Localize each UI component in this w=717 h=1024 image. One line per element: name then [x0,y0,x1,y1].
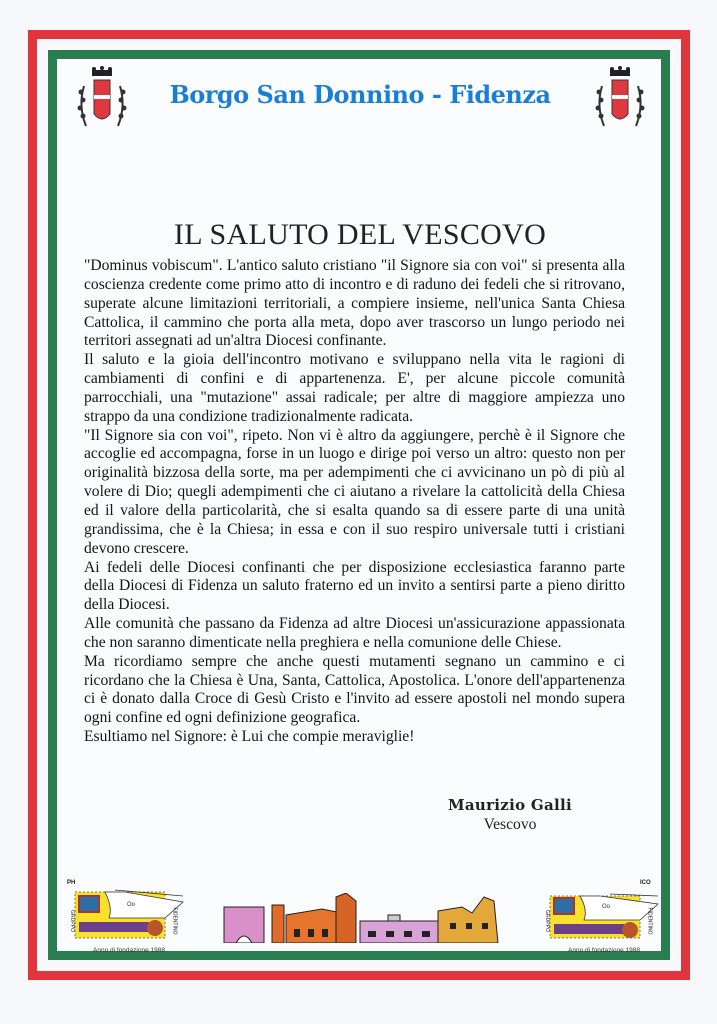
stamp-caption: Anno di fondazione 1988 [93,947,165,954]
postage-stamp-left [65,878,193,958]
stamp-side-label: GRUPPO [68,910,75,932]
paragraph: Il saluto e la gioia dell'incontro motivano e sviluppano nella vita le ragioni di cambiamenti di confini e di appartenenza. E', per alcune piccole comunità parrocchiali, una "mutazione" assai radicale; per altre di maggiore ampiezza uno strappo da una condizione tradizionalmente radicata. [84,351,625,425]
signature-role: Vescovo [483,816,537,833]
stamp-code: PH [67,880,76,886]
paragraph: "Dominus vobiscum". L'antico saluto cristiano "il Signore sia con voi" si presenta alla coscienza credente come primo atto di incontro e di raduno dei fedeli che si ritrovano, superate alcune limitazioni territoriali, a compiere insieme, nell'unica Santa Chiesa Cattolica, il cammino che porta alla meta, dopo aver trascorso un lungo periodo nei territori assegnati ad un'altra Diocesi confinante. [84,257,625,350]
signature-block [420,796,600,834]
paragraph: Esultiamo nel Signore: è Lui che compie meraviglie! [84,728,415,746]
stamp-side-label: FIDENTINO [171,907,178,935]
paragraph: Alle comunità che passano da Fidenza ad altre Diocesi un'assicurazione appassionata che non saranno dimenticate nella preghiera e nella comunione delle Chiese. [84,615,625,651]
city-skyline-illustration [222,893,512,943]
document-title: IL SALUTO DEL VESCOVO [173,218,547,251]
signature-name: Maurizio Galli [447,796,573,814]
paragraph: Ai fedeli delle Diocesi confinanti che per disposizione ecclesiastica faranno parte della Diocesi di Fidenza un saluto fraterno ed un invito a sentirsi parte a pieno diritto della Diocesi. [84,558,625,614]
municipal-crest-icon [588,66,652,136]
svg-text:Oo: Oo [127,902,136,908]
svg-text:Oo: Oo [602,904,611,910]
stamp-code: ICO [640,880,651,886]
letter-body [84,257,625,747]
header-title: Borgo San Donnino - Fidenza [169,80,551,109]
postage-stamp-right [540,878,668,958]
stamp-caption: Anno di fondazione 1988 [568,947,640,954]
stamp-side-label: GRUPPO [543,910,550,932]
stamp-side-label: FIDENTINO [646,907,653,935]
municipal-crest-icon [70,66,134,136]
paragraph: "Il Signore sia con voi", ripeto. Non vi è altro da aggiungere, perchè è il Signore che accoglie ed accompagna, forse in un luogo e dirige poi verso un altro: questo non per originalità bizzosa della sorte, ma per adempimenti che ci avvicinano un pò di più al volere di Dio; quegli adempimenti che ci aiutano a rivelare la cattolicità della Chiesa ed il valore della particolarità, che si esalta quando sa di essere parte di una unità grandissima, che è la Chiesa; in essa e con il suo respiro universale tutti i cristiani devono crescere. [84,426,625,557]
paragraph: Ma ricordiamo sempre che anche questi mutamenti segnano un cammino e ci ricordano che la Chiesa è Una, Santa, Cattolica, Apostolica. L'onore dell'appartenenza ci è donato dalla Croce di Gesù Cristo e l'invito ad essere apostoli nel mondo supera ogni confine ed ogni definizione geografica. [84,652,625,727]
